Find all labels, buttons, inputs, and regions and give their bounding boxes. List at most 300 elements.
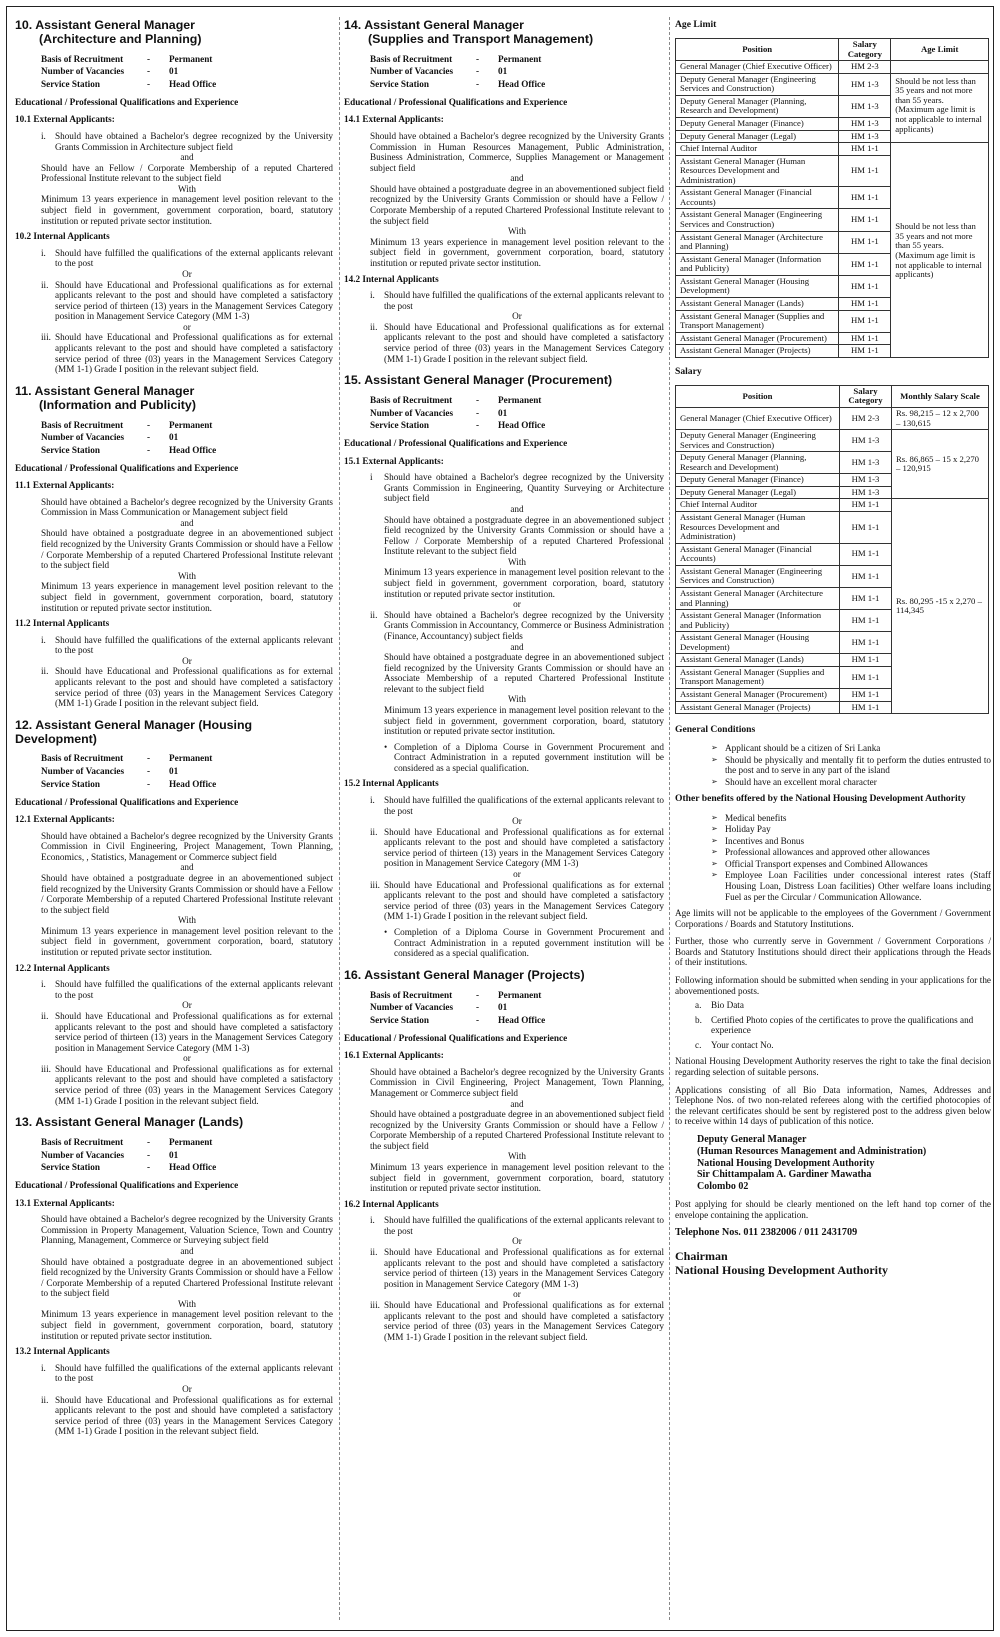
connector: and [180, 152, 194, 163]
bullet-icon: • [384, 741, 388, 752]
paragraph: Should have obtained a postgraduate degree in an abovementioned subject field recognized by the University Grants Commission or should have a Fellow / Corporate Membership of a reputed Chartered Professional Institute relevant to the subject field [41, 528, 333, 571]
list-item [711, 777, 991, 788]
post-title [15, 385, 333, 413]
basis-block [41, 1136, 333, 1174]
list-item [41, 666, 333, 708]
position-cell: Deputy General Manager (Engineering Services and Construction) [676, 73, 839, 95]
arrow-icon: ➢ [711, 812, 718, 822]
position-cell: General Manager (Chief Executive Officer) [676, 407, 840, 429]
salary-category-cell: HM 1-1 [839, 297, 891, 310]
position-cell: Deputy General Manager (Legal) [676, 486, 840, 499]
arrow-icon: ➢ [711, 824, 718, 834]
vacancies-value: 01 [169, 1149, 179, 1160]
salary-category-cell: HM 1-1 [839, 310, 891, 332]
station-value: Head Office [169, 444, 217, 455]
salary-scale-cell: Rs. 98,215 – 12 x 2,700 – 130,615 [892, 407, 989, 429]
general-conditions-heading: General Conditions [675, 724, 756, 736]
salary-category-cell: HM 1-1 [840, 666, 892, 688]
table-row [676, 499, 989, 512]
dash: - [147, 419, 151, 430]
position-cell: Chief Internal Auditor [676, 499, 840, 512]
station-key: Service Station [41, 79, 100, 90]
arrow-icon: ➢ [711, 743, 718, 753]
connector: With [507, 556, 526, 567]
item-text: Should have obtained a Bachelor's degree recognized by the University Grants Commission in Engineering, Quantity Surveying or Architecture subject field [384, 472, 664, 504]
list-item [41, 248, 333, 269]
post-number: 10. [15, 19, 33, 32]
dash: - [476, 1014, 480, 1025]
benefits-list [711, 813, 991, 903]
list-item [41, 332, 333, 374]
position-cell: Assistant General Manager (Architecture and Planning) [676, 231, 839, 253]
vacancies-value: 01 [498, 407, 508, 418]
address-block [697, 1134, 991, 1193]
column-header: Age Limit [891, 39, 989, 61]
list-item [711, 859, 991, 870]
station-value: Head Office [498, 79, 546, 90]
position-cell: Assistant General Manager (Human Resources Development and Administration) [676, 155, 839, 187]
salary-category-cell: HM 1-1 [840, 512, 892, 544]
paragraph: Age limits will not be applicable to the employees of the Government / Government Corporations / Boards and Statutory Institutions. [675, 908, 991, 929]
station-value: Head Office [498, 420, 546, 431]
position-cell: Assistant General Manager (Engineering Services and Construction) [676, 565, 840, 587]
position-cell: Assistant General Manager (Financial Accounts) [676, 187, 839, 209]
salary-category-cell: HM 1-1 [840, 632, 892, 654]
connector: Or [512, 311, 522, 322]
connector: or [183, 1053, 191, 1064]
position-cell: Assistant General Manager (Lands) [676, 654, 840, 667]
post-number: 11. [15, 383, 32, 398]
list-item [370, 322, 664, 364]
address-line: (Human Resources Management and Administration) [697, 1145, 927, 1157]
position-cell: Assistant General Manager (Housing Development) [676, 632, 840, 654]
salary-category-cell: HM 1-1 [840, 587, 892, 609]
section-heading: Educational / Professional Qualifications and Experience [15, 1180, 239, 1191]
salary-category-cell: HM 1-1 [840, 610, 892, 632]
internal-heading: 12.2 Internal Applicants [15, 962, 110, 973]
position-cell: Assistant General Manager (Supplies and Transport Management) [676, 666, 840, 688]
item-text: Should have fulfilled the qualifications of the external applicants relevant to the post [384, 795, 664, 816]
basis-value: Permanent [169, 1137, 213, 1148]
vacancies-value: 01 [498, 1002, 508, 1013]
list-item-text: Employee Loan Facilities under concessional interest rates (Staff Housing Loan, Distress Loan facilities) Other welfare loans including Fuel as per the Circular / Communication Allowance. [725, 870, 991, 902]
basis-key: Basis of Recruitment [370, 395, 453, 406]
vacancies-value: 01 [169, 66, 179, 77]
external-heading: 13.1 External Applicants: [15, 1197, 115, 1208]
post-number: 16. [344, 967, 362, 982]
internal-heading: 16.2 Internal Applicants [344, 1198, 439, 1209]
basis-value: Permanent [169, 753, 213, 764]
salary-category-cell: HM 1-1 [839, 332, 891, 345]
list-item-text: Medical benefits [725, 812, 787, 823]
item-marker: i. [41, 979, 46, 990]
connector: and [510, 641, 524, 652]
table-row [676, 143, 989, 156]
external-heading: 10.1 External Applicants: [15, 114, 115, 125]
item-text: Should have Educational and Professional qualifications as for external applicants relevant to the post and should have completed a satisfactory service period of three (03) years in the Management Services Category (MM 1-1) Grade I position in the relevant subject field. [384, 879, 664, 922]
paragraph: Should have obtained a postgraduate degree in an abovementioned subject field recognized by the University Grants Commission or should have a Fellow / Corporate Membership of a reputed Chartered Professional Institute relevant to the subject field [41, 1256, 333, 1299]
paragraph: Minimum 13 years experience in management level position relevant to the subject field in government, government corporation, board, statutory institution or reputed private sector institution. [41, 1309, 333, 1341]
item-marker: iii. [370, 879, 380, 890]
dash: - [147, 444, 151, 455]
column-header: Position [676, 39, 839, 61]
post-title [344, 374, 664, 388]
paragraph: Applications consisting of all Bio Data information, Names, Addresses and Telephone Nos. of two non-related referees along with the certified photocopies of the relevant certificates should be sent by registered post to the address given below to receive within 14 days of publication of this notice. [675, 1084, 991, 1127]
dash: - [147, 53, 151, 64]
salary-category-cell: HM 1-1 [839, 155, 891, 187]
item-marker: ii. [370, 1247, 378, 1258]
post-title-line: Assistant General Manager (Procurement) [364, 373, 613, 388]
paragraph: Should have obtained a Bachelor's degree recognized by the University Grants Commission in Human Resources Management, Public Administration, Business Administration, Commerce, Supplies Management or Management subject field [370, 131, 664, 173]
list-item-text: Certified Photo copies of the certificates to prove the qualifications and experience [711, 1014, 974, 1036]
position-cell: Assistant General Manager (Procurement) [676, 332, 839, 345]
item-text: Should have fulfilled the qualifications of the external applicants relevant to the post [55, 247, 333, 269]
connector: With [177, 1298, 196, 1309]
basis-value: Permanent [498, 395, 542, 406]
external-heading: 15.1 External Applicants: [344, 455, 444, 466]
connector: or [513, 869, 521, 880]
dash: - [147, 432, 151, 443]
station-key: Service Station [41, 778, 100, 789]
column-divider [669, 17, 670, 1620]
table-row [676, 61, 989, 74]
post-title [15, 719, 333, 747]
dash: - [476, 66, 480, 77]
salary-category-cell: HM 1-1 [840, 689, 892, 702]
list-item [41, 1363, 333, 1384]
post-12 [15, 719, 333, 1106]
list-item [370, 1215, 664, 1236]
item-marker: ii. [41, 1010, 49, 1021]
paragraph: Further, those who currently serve in Government / Government Corporations / Boards and Statutory Institutions should direct their applications through the Heads of their institutions. [675, 936, 991, 968]
item-text: Should have fulfilled the qualifications of the external applicants relevant to the post [55, 979, 333, 1000]
list-item [41, 1064, 333, 1106]
basis-value: Permanent [169, 419, 213, 430]
list-item [370, 880, 664, 922]
connector: and [510, 1098, 524, 1109]
list-item [370, 795, 664, 816]
item-marker: ii. [41, 1394, 49, 1405]
post-title [15, 1116, 333, 1130]
station-value: Head Office [169, 778, 217, 789]
item-text: Should have Educational and Professional qualifications as for external applicants relevant to the post and should have completed a satisfactory service period of thirteen (13) years in the Management Services Category position in Management Service Category (MM 1-3) [384, 1247, 664, 1289]
position-cell: General Manager (Chief Executive Officer) [676, 61, 839, 74]
station-key: Service Station [370, 79, 429, 90]
post-15 [344, 374, 664, 959]
connector: With [177, 915, 196, 926]
list-item-text: Incentives and Bonus [725, 835, 805, 846]
conditions-list [711, 743, 991, 787]
salary-category-cell: HM 1-3 [840, 474, 892, 487]
list-item [41, 131, 333, 152]
basis-block [41, 419, 333, 457]
post-number: 15. [344, 373, 362, 388]
item-marker: i [370, 472, 373, 483]
salary-category-cell: HM 1-1 [839, 253, 891, 275]
salary-category-cell: HM 1-3 [840, 452, 892, 474]
connector: Or [182, 1000, 192, 1011]
list-item-text: Should have an excellent moral character [725, 776, 877, 787]
post-title-line: Assistant General Manager (Lands) [35, 1115, 244, 1130]
paragraph: Minimum 13 years experience in management level position relevant to the subject field in government, government corporation, board, statutory institution or reputed private sector institution. [370, 1162, 664, 1194]
item-marker: ii. [41, 279, 49, 290]
post-title-line: (Information and Publicity) [39, 397, 196, 412]
position-cell: Assistant General Manager (Information and Publicity) [676, 253, 839, 275]
salary-heading: Salary [675, 365, 702, 377]
connector: Or [182, 655, 192, 666]
paragraph: Should have obtained a postgraduate degree in an abovementioned subject field recognized by the University Grants Commission or should have a Fellow / Corporate Membership of a reputed Chartered Professional Institute relevant to the subject field [370, 183, 664, 226]
paragraph: Should have obtained a postgraduate degree in an abovementioned subject field recognized by the University Grants Commission or should have a Fellow / Corporate Membership of a reputed Chartered Professional Institute relevant to the subject field [370, 1109, 664, 1151]
item-text: Should have Educational and Professional qualifications as for external applicants relevant to the post and should have completed a satisfactory service period of thirteen (13) years in the Management Services Category position in Management Service Category (MM 1-3) [384, 826, 664, 869]
signature-title: Chairman [675, 1248, 728, 1263]
position-cell: Deputy General Manager (Legal) [676, 130, 839, 143]
item-text: Should have Educational and Professional qualifications as for external applicants relevant to the post and should have completed a satisfactory service period of three (03) years in the Management Services Category (MM 1-1) Grade I position in the relevant subject field. [55, 1394, 333, 1437]
age-limit-table [675, 38, 989, 358]
list-item-text: Holiday Pay [725, 824, 771, 835]
item-marker: iii. [41, 1063, 51, 1074]
post-16 [344, 969, 664, 1343]
post-number: 13. [15, 1115, 33, 1130]
dash: - [476, 420, 480, 431]
item-marker: ii. [41, 666, 49, 677]
dash: - [476, 395, 480, 406]
section-heading: Educational / Professional Qualifications and Experience [15, 462, 239, 473]
salary-category-cell: HM 2-3 [840, 407, 892, 429]
paragraph: Following information should be submitted when sending in your applications for the abovementioned posts. [675, 975, 991, 996]
signature-org: National Housing Development Authority [675, 1263, 889, 1278]
basis-block [41, 752, 333, 790]
list-item [695, 1000, 991, 1011]
paragraph: Post applying for should be clearly mentioned on the left hand top corner of the envelope containing the application. [675, 1198, 991, 1220]
item-text: Should have obtained a Bachelor's degree recognized by the University Grants Commission in Accountancy, Commerce or Business Administration (Finance, Accountancy) subject fields [384, 609, 664, 641]
connector: With [507, 1151, 526, 1162]
connector: and [510, 503, 524, 514]
post-number: 14. [344, 19, 362, 32]
address-line: Colombo 02 [697, 1181, 749, 1193]
item-marker: b. [695, 1014, 702, 1025]
bullet-icon: • [384, 926, 388, 937]
salary-category-cell: HM 1-1 [839, 209, 891, 231]
paragraph: Minimum 13 years experience in management level position relevant to the subject field in government, government corporation, board, statutory institution or reputed private sector institution. [370, 236, 664, 268]
connector: and [510, 173, 524, 184]
section-heading: Educational / Professional Qualifications and Experience [344, 1032, 568, 1043]
paragraph: Should have obtained a postgraduate degree in an abovementioned subject field recognized by the University Grants Commission or should have a Fellow / Corporate Membership of a reputed Chartered Professional Institute relevant to the subject field [384, 514, 664, 557]
salary-scale-cell: Rs. 86,865 – 15 x 2,270 – 120,915 [892, 430, 989, 499]
connector: With [507, 694, 526, 705]
item-text: Should have Educational and Professional qualifications as for external applicants relevant to the post and should have completed a satisfactory service period of three (03) years in the Management Services Category (MM 1-1) Grade I position in the relevant subject field. [55, 1063, 333, 1106]
position-cell: Assistant General Manager (Projects) [676, 701, 840, 714]
position-cell: Deputy General Manager (Engineering Services and Construction) [676, 430, 840, 452]
paragraph: National Housing Development Authority reserves the right to take the final decision regarding selection of suitable persons. [675, 1056, 991, 1078]
vacancies-key: Number of Vacancies [41, 66, 125, 77]
list-item [41, 979, 333, 1000]
station-key: Service Station [41, 1162, 100, 1173]
post-title-line: Assistant General Manager [34, 383, 195, 398]
column-2 [344, 19, 664, 1622]
item-marker: i. [41, 131, 46, 141]
item-text: Should have obtained a Bachelor's degree recognized by the University Grants Commission in Architecture subject field [55, 131, 333, 152]
list-item [41, 1011, 333, 1053]
address-line: Deputy General Manager [697, 1133, 807, 1145]
vacancies-value: 01 [498, 66, 508, 77]
post-title-line: Assistant General Manager (Housing Development) [15, 717, 253, 746]
age-limit-cell [891, 61, 989, 74]
post-title-line: Assistant General Manager [35, 19, 195, 32]
basis-block [370, 989, 664, 1027]
benefits-heading: Other benefits offered by the National Housing Development Authority [675, 793, 966, 805]
position-cell: Assistant General Manager (Architecture and Planning) [676, 587, 840, 609]
salary-category-cell: HM 1-1 [840, 565, 892, 587]
list-item [711, 813, 991, 824]
section-heading: Educational / Professional Qualifications and Experience [15, 796, 239, 807]
salary-category-cell: HM 1-1 [840, 543, 892, 565]
dash: - [147, 66, 151, 77]
connector: or [513, 599, 521, 610]
list-item [41, 280, 333, 322]
vacancies-key: Number of Vacancies [370, 66, 454, 77]
external-heading: 16.1 External Applicants: [344, 1050, 444, 1061]
basis-block [370, 53, 664, 91]
dash: - [147, 778, 151, 789]
paragraph: Minimum 13 years experience in management level position relevant to the subject field in government, government corporation, board, statutory institution or reputed private sector institution. [384, 704, 664, 737]
position-cell: Deputy General Manager (Finance) [676, 474, 840, 487]
post-10 [15, 19, 333, 375]
salary-category-cell: HM 1-1 [840, 654, 892, 667]
connector: With [177, 183, 196, 194]
list-item [711, 743, 991, 754]
documents-list [695, 1000, 991, 1050]
dash: - [147, 1149, 151, 1160]
post-14 [344, 19, 664, 364]
connector: Or [182, 268, 192, 279]
basis-key: Basis of Recruitment [41, 419, 124, 430]
position-cell: Deputy General Manager (Finance) [676, 117, 839, 130]
list-item [370, 827, 664, 869]
list-item [711, 755, 991, 776]
paragraph: Should have obtained a Bachelor's degree recognized by the University Grants Commission in Property Management, Valuation Science, Town and Country Planning, Management, Commerce or Surveying subject field [41, 1214, 333, 1246]
vacancies-key: Number of Vacancies [370, 1002, 454, 1013]
dash: - [147, 79, 151, 90]
dash: - [476, 53, 480, 64]
post-number: 12. [15, 717, 33, 732]
station-key: Service Station [370, 420, 429, 431]
external-heading: 14.1 External Applicants: [344, 114, 444, 125]
item-text: Should have fulfilled the qualifications of the external applicants relevant to the post [384, 1215, 664, 1236]
external-heading: 11.1 External Applicants: [15, 480, 115, 491]
item-marker: i. [41, 1362, 46, 1373]
column-header: Monthly Salary Scale [892, 385, 989, 407]
item-text: Should have Educational and Professional qualifications as for external applicants relevant to the post and should have completed a satisfactory service period of thirteen (13) years in the Management Services Category position in Management Service Category (MM 1-3) [55, 1010, 333, 1053]
basis-key: Basis of Recruitment [41, 1137, 124, 1148]
salary-category-cell: HM 1-3 [839, 95, 891, 117]
list-item [370, 610, 664, 642]
address-line: Sir Chittampalam A. Gardiner Mawatha [697, 1169, 872, 1181]
paragraph: Minimum 13 years experience in management level position relevant to the subject field in government, government corporation, board, statutory institution or reputed private sector institution. [41, 925, 333, 958]
connector: and [180, 517, 194, 528]
item-text: Should have Educational and Professional qualifications as for external applicants relevant to the post and should have completed a satisfactory service period of thirteen (13) years in the Management Services Category position in Management Service Category (MM 1-3) [55, 279, 333, 322]
list-item [41, 635, 333, 656]
list-item [695, 1040, 991, 1051]
station-key: Service Station [370, 1014, 429, 1025]
item-marker: iii. [41, 332, 51, 343]
item-marker: i. [41, 247, 46, 258]
basis-block [41, 53, 333, 91]
station-value: Head Office [498, 1014, 546, 1025]
salary-category-cell: HM 1-1 [840, 701, 892, 714]
post-13 [15, 1116, 333, 1437]
signature-block [675, 1249, 991, 1278]
basis-key: Basis of Recruitment [370, 989, 453, 1000]
internal-heading: 13.2 Internal Applicants [15, 1346, 110, 1357]
post-title [344, 19, 664, 47]
column-3 [675, 19, 991, 1622]
arrow-icon: ➢ [711, 847, 718, 857]
dash: - [476, 407, 480, 418]
salary-category-cell: HM 1-1 [839, 187, 891, 209]
paragraph: Should have obtained a postgraduate degree in an abovementioned subject field recognized by the University Grants Commission or should have a Fellow / Corporate Membership of a reputed Chartered Professional Institute relevant to the subject field [41, 873, 333, 915]
item-marker: c. [695, 1039, 702, 1050]
salary-category-cell: HM 1-1 [840, 499, 892, 512]
paragraph: Minimum 13 years experience in management level position relevant to the subject field in government, government corporation, board, statutory institution or reputed private sector institution. [41, 581, 333, 613]
age-limit-cell: Should be not less than 35 years and not more than 55 years. (Maximum age limit is not applicable to internal applicants) [891, 73, 989, 142]
post-title-line: Assistant General Manager (Projects) [364, 967, 585, 982]
list-item [695, 1015, 991, 1036]
position-cell: Assistant General Manager (Engineering Services and Construction) [676, 209, 839, 231]
list-item-text: Professional allowances and approved other allowances [725, 847, 930, 858]
item-text: Should have Educational and Professional qualifications as for external applicants relevant to the post and should have completed a satisfactory service period of three (03) years in the Management Services Category (MM 1-1) Grade I position in the relevant subject field. [55, 666, 333, 709]
item-marker: ii. [370, 609, 378, 620]
position-cell: Chief Internal Auditor [676, 143, 839, 156]
post-title-line: Assistant General Manager [364, 19, 524, 32]
connector: With [507, 226, 526, 237]
column-header: Position [676, 385, 840, 407]
address-line: National Housing Development Authority [697, 1157, 875, 1169]
station-value: Head Office [169, 79, 217, 90]
salary-category-cell: HM 1-3 [839, 117, 891, 130]
salary-category-cell: HM 1-1 [839, 143, 891, 156]
item-marker: i. [41, 634, 46, 645]
table-row [676, 407, 989, 429]
column-1 [15, 19, 333, 1622]
basis-key: Basis of Recruitment [41, 53, 124, 64]
salary-category-cell: HM 1-3 [839, 130, 891, 143]
post-11 [15, 385, 333, 709]
dash: - [147, 1162, 151, 1173]
position-cell: Assistant General Manager (Housing Development) [676, 275, 839, 297]
section-heading: Educational / Professional Qualifications and Experience [344, 96, 568, 107]
column-header: Salary Category [840, 385, 892, 407]
salary-table [675, 385, 989, 714]
age-limit-heading: Age Limit [675, 19, 717, 30]
list-item [711, 847, 991, 858]
item-marker: a. [695, 1000, 702, 1011]
basis-key: Basis of Recruitment [370, 53, 453, 64]
document-page [6, 6, 994, 1631]
dash: - [147, 753, 151, 764]
paragraph: Should have an Fellow / Corporate Membership of a reputed Chartered Professional Institute relevant to the subject field [41, 162, 333, 184]
dash: - [147, 766, 151, 777]
item-marker: ii. [370, 321, 378, 332]
arrow-icon: ➢ [711, 870, 718, 880]
arrow-icon: ➢ [711, 835, 718, 845]
item-marker: ii. [370, 826, 378, 837]
column-header: Salary Category [839, 39, 891, 61]
station-value: Head Office [169, 1162, 217, 1173]
list-item-text: Applicant should be a citizen of Sri Lanka [725, 743, 881, 754]
list-item [370, 1247, 664, 1289]
station-key: Service Station [41, 444, 100, 455]
position-cell: Deputy General Manager (Planning, Research and Development) [676, 452, 840, 474]
